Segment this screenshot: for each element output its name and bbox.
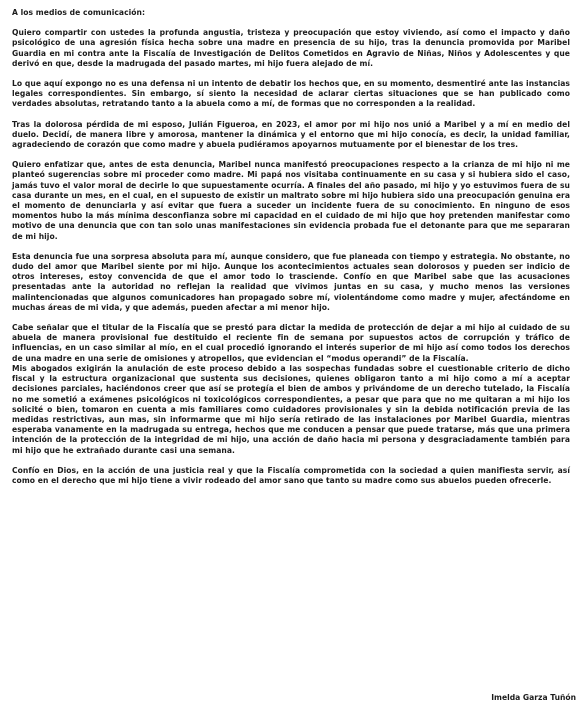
paragraph-5: Esta denuncia fue una sorpresa absoluta para mí, aunque considero, que fue planeada con tiempo y estrategia. No obstante, no dudo del amor que Maribel siente por mi hijo. Aunque los acontecimientos actuales sean dolorosos y pueden ser indicio de otros intereses, estoy convencida de que el amor todo lo trasciende. Confío en que Maribel sabe que las acusaciones presentadas ante la autoridad no reflejan la realidad que vivimos juntas en su casa, y mucho menos las versiones malintencionadas que algunos comunicadores han propagado sobre mí, violentándome como madre y mujer, afectándome en muchas áreas de mi vida, y que además, pueden afectar a mi menor hijo. [12, 251, 570, 312]
paragraph-6: Cabe señalar que el titular de la Fiscalía que se prestó para dictar la medida de protección de dejar a mi hijo al cuidado de su abuela de manera provisional fue destituido el reciente fin de semana por supuestos actos de corrupción y tráfico de influencias, en un caso similar al mío, en el cual procedió ignorando el interés superior de mi hijo así como todos los derechos de una madre en una serie de omisiones y atropellos, que evidencian el “modus operandi” de la Fiscalía. [12, 323, 570, 363]
paragraph-2: Lo que aquí expongo no es una defensa ni un intento de debatir los hechos que, en su momento, desmentiré ante las instancias legales correspondientes. Sin embargo, sí siento la necesidad de aclarar ciertas situaciones que se han publicado como verdades absolutas, retratando tanto a la abuela como a mí, de formas que no corresponden a la realidad. [12, 79, 570, 109]
signature: Imelda Garza Tuñón [491, 693, 576, 702]
paragraph-8: Confío en Dios, en la acción de una justicia real y que la Fiscalía comprometida con la sociedad a quien manifiesta servir, así como en el derecho que mi hijo tiene a vivir rodeado del amor sano que tanto su madre como sus abuelos pueden ofrecerle. [12, 465, 570, 485]
paragraph-7: Mis abogados exigirán la anulación de este proceso debido a las sospechas fundadas sobre el cuestionable criterio de dicho fiscal y la estructura organizacional que sustenta sus decisiones, quienes obligaron tanto a mi hijo como a mí a aceptar decisiones parciales, haciéndonos creer que así se protegía el bien de ambos y privándome de un derecho tutelado, la Fiscalía no me sometió a exámenes psicológicos ni toxicológicos correspondientes, a pesar que para que no me quitaran a mi hijo los solicité o bien, tomaron en cuenta a mis familiares como cuidadores provisionales y sin la debida notificación previa de las medidas restrictivas, aun mas, sin informarme que mi hijo sería retirado de las instalaciones por Maribel Guardia, mientras esperaba vanamente en la madrugada su entrega, hechos que me conducen a pensar que puede tratarse, más que una primera intención de la protección de la integridad de mi hijo, una acción de daño hacia mi persona y desgraciadamente también para mi hijo que he extrañado durante casi una semana. [12, 363, 570, 455]
paragraph-1: Quiero compartir con ustedes la profunda angustia, tristeza y preocupación que estoy viviendo, así como el impacto y daño psicológico de una agresión física hecha sobre una madre en presencia de su hijo, tras la denuncia promovida por Maribel Guardia en mi contra ante la Fiscalía de Investigación de Delitos Cometidos en Agravio de Niñas, Niños y Adolescentes y que derivó en que, desde la madrugada del pasado martes, mi hijo fuera alejado de mí. [12, 28, 570, 68]
letter-body [12, 8, 570, 496]
paragraph-3: Tras la dolorosa pérdida de mi esposo, Julián Figueroa, en 2023, el amor por mi hijo nos unió a Maribel y a mí en medio del duelo. Decidí, de manera libre y amorosa, mantener la dinámica y el entorno que mi hijo conocía, es decir, la unidad familiar, agradeciendo de corazón que como madre y abuela pudiéramos apoyarnos mutuamente por el bienestar de los tres. [12, 119, 570, 150]
salutation: A los medios de comunicación: [12, 8, 146, 17]
paragraph-4: Quiero enfatizar que, antes de esta denuncia, Maribel nunca manifestó preocupaciones respecto a la crianza de mi hijo ni me planteó sugerencias sobre mi proceder como madre. Mi papá nos visitaba continuamente en su casa y si hubiera sido el caso, jamás tuvo el valor moral de decirle lo que supuestamente ocurría. A finales del año pasado, mi hijo y yo estuvimos fuera de su casa durante un mes, en el cual, en el supuesto de existir un maltrato sobre mi hijo hubiera sido una preocupación genuina era el momento de denunciarla y así evitar que fuera a suceder un incidente fuera de su conocimiento. En ninguno de esos momentos hubo la más mínima desconfianza sobre mi capacidad en el cuidado de mi hijo que hoy pretenden manifestar como motivo de una denuncia que con tan solo unas manifestaciones sin evidencia probada fue el detonante para que me separaran de mi hijo. [12, 160, 570, 241]
